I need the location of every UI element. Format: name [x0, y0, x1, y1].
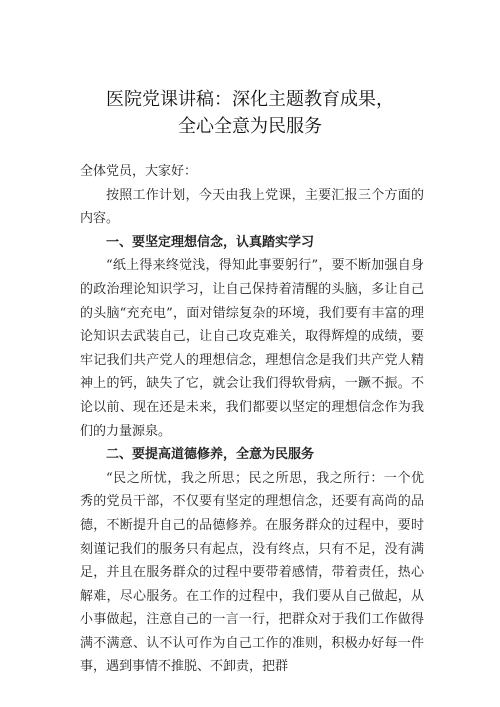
- document-title: [0, 86, 500, 140]
- section-1-heading: 一、要坚定理想信念，认真踏实学习: [106, 234, 315, 250]
- section-1-paragraph: “纸上得来终觉浅，得知此事要躬行”，要不断加强自身的政治理论知识学习，让自己保持着清醒的头脑，多让自己的头脑“充充电”，面对错综复杂的环境，我们要有丰富的理论知识去武装自己，让自己攻克难关，取得辉煌的成绩，要牢记我们共产党人的理想信念，理想信念是我们共产党人精神上的钙，缺失了它，就会让我们得软骨病，一蹶不振。不论以前、现在还是未来，我们都要以坚定的理想信念作为我们的力量源泉。: [80, 258, 424, 439]
- section-2-paragraph: “民之所忧，我之所思；民之所思，我之所行：一个优秀的党员干部，不仅要有坚定的理想信念，还要有高尚的品德，不断提升自己的品德修养。在服务群众的过程中，要时刻谨记我们的服务只有起点，没有终点，只有不足，没有满足，并且在服务群众的过程中要带着感情，带着责任，热心解难，尽心服务。在工作的过程中，我们要从自己做起，从小事做起，注意自己的一言一行，把群众对于我们工作做得满不满意、认不认可作为自己工作的准则，积极办好每一件事，遇到事情不推脱、不卸责，把群: [80, 470, 424, 675]
- section-2-heading: 二、要提高道德修养，全意为民服务: [106, 447, 315, 463]
- intro-paragraph: 按照工作计划，今天由我上党课，主要汇报三个方面的内容。: [80, 187, 424, 227]
- document-body: [80, 160, 424, 679]
- salutation: 全体党员，大家好：: [80, 164, 198, 179]
- title-line-2: 全心全意为民服务: [178, 116, 322, 137]
- title-line-1: 医院党课讲稿：深化主题教育成果，: [106, 89, 394, 110]
